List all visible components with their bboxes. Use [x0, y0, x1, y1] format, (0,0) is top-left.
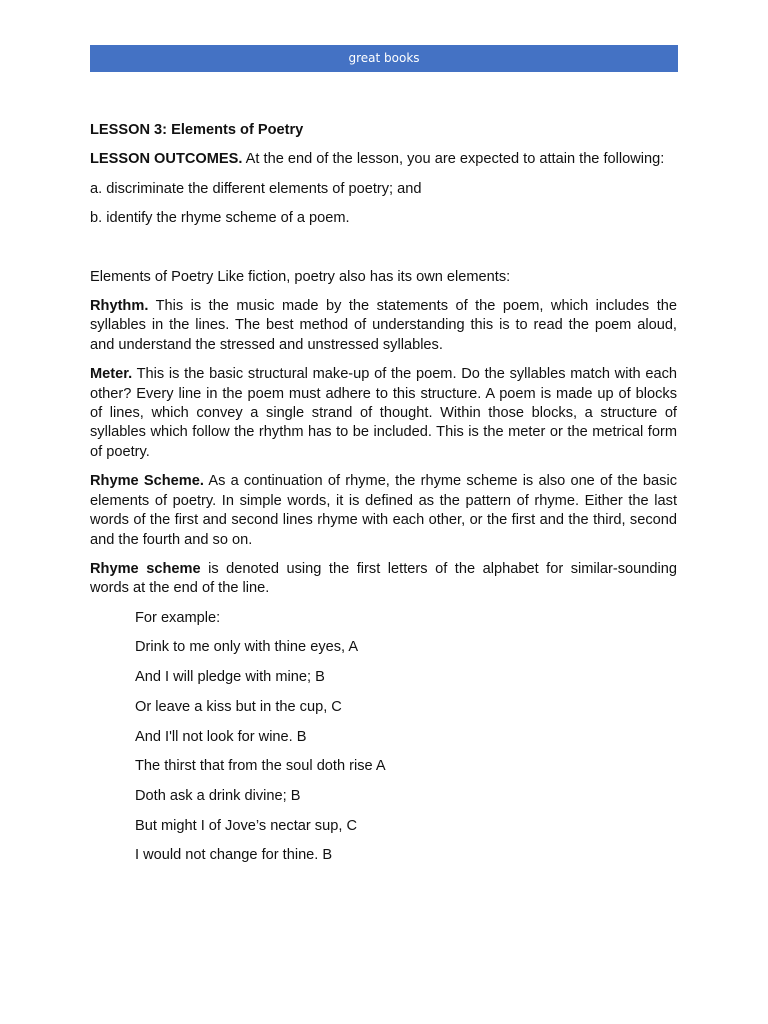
poem-line: Doth ask a drink divine; B	[135, 787, 301, 804]
rhyme-scheme-term: Rhyme Scheme.	[90, 473, 204, 490]
lesson-outcomes-paragraph	[90, 150, 677, 169]
lesson-outcomes-label: LESSON OUTCOMES.	[90, 151, 243, 168]
objective-item: a. discriminate the different elements of poetry; and	[90, 180, 422, 197]
document-body	[90, 121, 677, 876]
spacer	[90, 239, 677, 268]
poem-line: And I'll not look for wine. B	[135, 728, 307, 745]
meter-term: Meter.	[90, 366, 133, 383]
header-title: great books	[348, 51, 420, 65]
poem-line: The thirst that from the soul doth rise A	[135, 758, 386, 775]
example-label: For example:	[135, 609, 221, 626]
rhythm-paragraph	[90, 297, 677, 355]
rhythm-text: This is the music made by the statements of the poem, which includes the syllables in the lines. The best method of understanding this is to read the poem aloud, and understand the stressed and unstressed syllables.	[90, 298, 677, 353]
rhythm-term: Rhythm.	[90, 298, 149, 315]
rhyme-notation-text: is denoted using the first letters of the alphabet for similar-sounding words at the end of the line.	[90, 560, 677, 597]
lesson-title: LESSON 3: Elements of Poetry	[90, 122, 304, 138]
rhyme-scheme-paragraph	[90, 472, 677, 550]
meter-text: This is the basic structural make-up of the poem. Do the syllables match with each other? Every line in the poem must adhere to this structure. A poem is made up of blocks of lines, which convey a single strand of thought. Within those blocks, a structure of syllables which follow the rhythm has to be included. This is the meter or the metrical form of poetry.	[90, 366, 677, 460]
objective-item: b. identify the rhyme scheme of a poem.	[90, 210, 350, 227]
document-header-bar	[90, 45, 678, 72]
rhyme-notation-term: Rhyme scheme	[90, 560, 201, 577]
poem-example	[135, 609, 677, 866]
rhyme-scheme-text: As a continuation of rhyme, the rhyme scheme is also one of the basic elements of poetry. In simple words, it is defined as the pattern of rhyme. Either the last words of the first and second lines rhyme with each other, or the first and the third, second and the fourth and so on.	[90, 473, 678, 548]
lesson-outcomes-text: At the end of the lesson, you are expected to attain the following:	[242, 151, 665, 168]
poem-line: Or leave a kiss but in the cup, C	[135, 698, 342, 715]
poem-line: And I will pledge with mine; B	[135, 669, 325, 686]
meter-paragraph	[90, 365, 677, 462]
rhyme-notation-paragraph	[90, 560, 677, 599]
poem-line: Drink to me only with thine eyes, A	[135, 639, 359, 656]
poem-line: I would not change for thine. B	[135, 847, 333, 864]
poem-line: But might I of Jove’s nectar sup, C	[135, 817, 357, 834]
elements-intro: Elements of Poetry Like fiction, poetry also has its own elements:	[90, 268, 511, 285]
